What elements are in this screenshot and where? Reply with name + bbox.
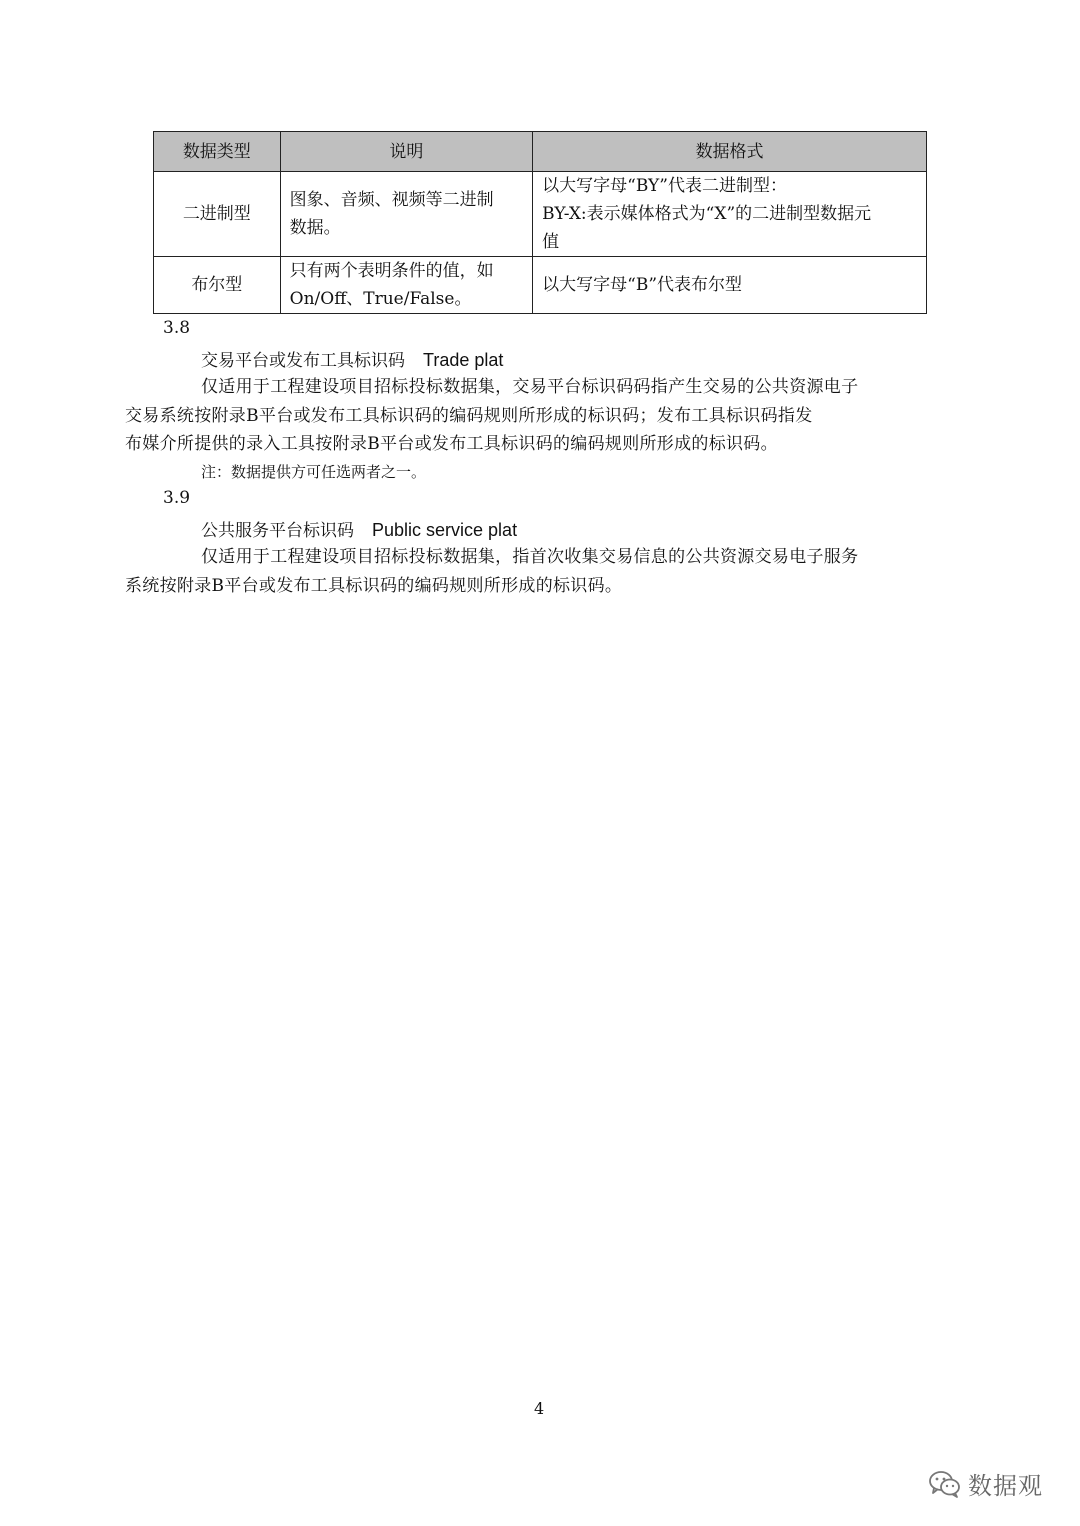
- section-number: 3.9: [163, 488, 191, 508]
- cell-format: [533, 257, 927, 314]
- wechat-icon: [928, 1469, 962, 1499]
- section-term: [201, 346, 503, 371]
- cell-description: [280, 257, 533, 314]
- watermark: [928, 1466, 1043, 1501]
- term-english: Trade plat: [423, 350, 504, 370]
- paragraph-line: 系统按附录B平台或发布工具标识码的编码规则所形成的标识码。: [125, 575, 623, 596]
- cell-line: 值: [542, 232, 560, 252]
- paragraph-line: 仅适用于工程建设项目招标投标数据集，交易平台标识码码指产生交易的公共资源电子: [201, 377, 859, 397]
- term-chinese: 公共服务平台标识码: [201, 521, 354, 541]
- table-row: [154, 257, 927, 314]
- header-description: 说明: [280, 132, 533, 172]
- cell-line: 以大写字母“BY”代表二进制型：: [542, 176, 787, 196]
- cell-line: 以大写字母“B”代表布尔型: [542, 275, 743, 295]
- page-number: 4: [534, 1399, 545, 1418]
- cell-line: 图象、音频、视频等二进制: [289, 190, 494, 210]
- section-number: 3.8: [163, 318, 191, 338]
- section-note: 注：数据提供方可任选两者之一。: [201, 463, 427, 481]
- table-header-row: [154, 132, 927, 172]
- header-data-type: 数据类型: [154, 132, 281, 172]
- cell-line: BY-X:表示媒体格式为“X”的二进制型数据元: [542, 204, 872, 224]
- table-row: [154, 172, 927, 257]
- section-term: [201, 516, 517, 541]
- watermark-text: 数据观: [968, 1472, 1043, 1500]
- cell-line: 数据。: [289, 218, 341, 238]
- data-type-table: [153, 131, 927, 314]
- section-paragraph: [125, 373, 923, 459]
- header-data-format: 数据格式: [533, 132, 927, 172]
- cell-line: 只有两个表明条件的值，如: [289, 261, 494, 281]
- paragraph-line: 仅适用于工程建设项目招标投标数据集，指首次收集交易信息的公共资源交易电子服务: [201, 547, 859, 567]
- term-chinese: 交易平台或发布工具标识码: [201, 351, 405, 371]
- section-paragraph: [125, 543, 923, 600]
- cell-type: 二进制型: [154, 172, 281, 257]
- cell-format: [533, 172, 927, 257]
- cell-description: [280, 172, 533, 257]
- term-english: Public service plat: [372, 520, 518, 540]
- cell-line: On/Off、True/False。: [289, 289, 472, 309]
- cell-type: 布尔型: [154, 257, 281, 314]
- paragraph-line: 布媒介所提供的录入工具按附录B平台或发布工具标识码的编码规则所形成的标识码。: [125, 434, 778, 454]
- paragraph-line: 交易系统按附录B平台或发布工具标识码的编码规则所形成的标识码；发布工具标识码指发: [125, 405, 813, 426]
